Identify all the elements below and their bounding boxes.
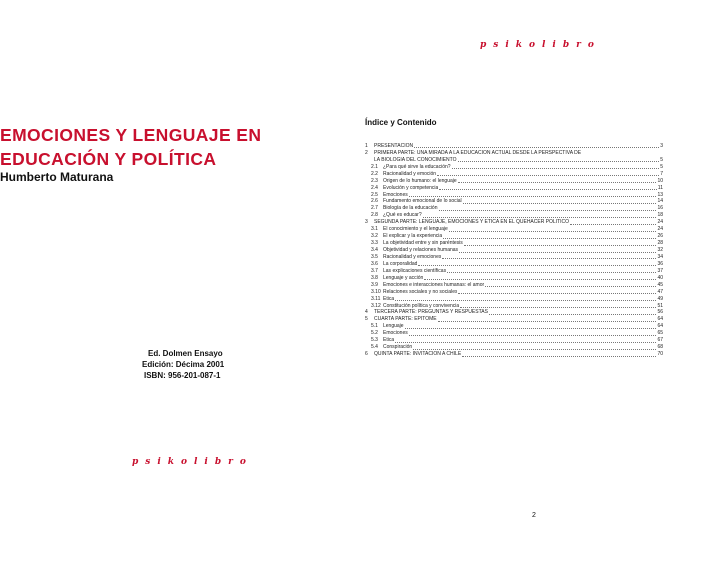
toc-heading: Índice y Contenido [365, 118, 437, 127]
toc-entry-page: 64 [657, 316, 663, 323]
toc-entry-page: 26 [657, 233, 663, 240]
toc-entry-number: 3 [365, 219, 368, 226]
toc-entry-number: 3.7 [371, 267, 378, 274]
toc-entry [365, 171, 663, 178]
toc-entry-number: 3.2 [371, 233, 378, 240]
toc-leader-dots [424, 279, 656, 280]
toc-entry-number: 3.1 [371, 226, 378, 233]
book-title-line-1: EMOCIONES Y LENGUAJE EN [0, 125, 262, 145]
toc-entry [365, 330, 663, 337]
toc-entry-number: 2.1 [371, 163, 378, 170]
toc-entry-title: Lenguaje y acción [383, 274, 424, 281]
toc-entry-page: 34 [657, 253, 663, 260]
toc-entry-number: 2.4 [371, 184, 378, 191]
toc-entry [365, 296, 663, 303]
toc-entry-number: 3.8 [371, 274, 378, 281]
toc-leader-dots [439, 189, 656, 190]
toc-entry-page: 68 [657, 344, 663, 351]
toc-entry-title: TERCERA PARTE: PREGUNTAS Y RESPUESTAS [374, 309, 488, 316]
toc-entry-title: Objetividad y relaciones humanas [383, 247, 459, 254]
toc-leader-dots [413, 349, 656, 350]
toc-entry-number: 3.3 [371, 240, 378, 247]
toc-entry-title: QUINTA PARTE: INVITACIÓN A CHILE [374, 351, 462, 358]
book-title-line-2: EDUCACIÓN Y POLÍTICA [0, 149, 217, 169]
toc-entry-title: PRIMERA PARTE: UNA MIRADA A LA EDUCACIÓN ACTUAL DESDE LA PERSPECTIVA DE [374, 149, 582, 156]
toc-entry-title: Ética [383, 337, 395, 344]
toc-entry-page: 24 [657, 226, 663, 233]
toc-entry-page: 56 [657, 309, 663, 316]
toc-leader-dots [409, 196, 657, 197]
toc-entry-page: 7 [660, 170, 663, 177]
page-number: 2 [532, 512, 536, 519]
toc-leader-dots [458, 161, 660, 162]
toc-entry [365, 192, 663, 199]
toc-entry-page: 5 [660, 163, 663, 170]
toc-entry-number: 2.2 [371, 170, 378, 177]
toc-entry-number: 5.1 [371, 323, 378, 330]
toc-entry-page: 37 [657, 267, 663, 274]
toc-entry [365, 310, 663, 317]
toc-entry [365, 219, 663, 226]
toc-leader-dots [443, 238, 656, 239]
publisher-logo-bottom: psikolibro [132, 457, 253, 467]
toc-entry-number: 6 [365, 351, 368, 358]
toc-entry [365, 323, 663, 330]
toc-leader-dots [423, 217, 657, 218]
toc-leader-dots [463, 203, 657, 204]
table-of-contents [365, 143, 663, 358]
toc-leader-dots [458, 182, 657, 183]
toc-leader-dots [458, 293, 656, 294]
toc-entry-title: PRESENTACIÓN [374, 142, 414, 149]
toc-entry-title: ¿Qué es educar? [383, 212, 422, 219]
toc-entry [365, 226, 663, 233]
toc-entry-page: 67 [657, 337, 663, 344]
toc-entry-number: 3.11 [371, 295, 381, 302]
toc-leader-dots [452, 168, 660, 169]
toc-entry [365, 275, 663, 282]
toc-leader-dots [489, 314, 657, 315]
toc-entry-page: 18 [657, 212, 663, 219]
toc-entry-number: 5.4 [371, 344, 378, 351]
toc-entry-number: 3.12 [371, 302, 381, 309]
toc-entry [365, 316, 663, 323]
toc-entry-number: 3.4 [371, 247, 378, 254]
toc-entry-title: Origen de lo humano: el lenguaje [383, 177, 457, 184]
edition-label: Edición: Décima 2001 [142, 360, 225, 369]
toc-entry-number: 3.10 [371, 288, 381, 295]
toc-entry-title: SEGUNDA PARTE: LENGUAJE, EMOCIONES Y ÉTICA EN EL QUEHACER POLÍTICO [374, 219, 570, 226]
toc-leader-dots [395, 300, 656, 301]
toc-entry-page: 28 [657, 240, 663, 247]
toc-entry [365, 344, 663, 351]
toc-leader-dots [570, 224, 656, 225]
toc-entry-number: 2.5 [371, 191, 378, 198]
toc-entry-page: 64 [657, 323, 663, 330]
toc-entry-title: Las explicaciones científicas [383, 267, 447, 274]
toc-leader-dots [414, 147, 659, 148]
toc-entry-title: Evolución y competencia [383, 184, 439, 191]
toc-entry-page: 16 [657, 205, 663, 212]
toc-entry-number: 5 [365, 316, 368, 323]
toc-entry-number: 2.6 [371, 198, 378, 205]
toc-leader-dots [439, 210, 657, 211]
toc-entry-page: 70 [657, 351, 663, 358]
toc-entry-title: Relaciones sociales y no sociales [383, 288, 458, 295]
toc-leader-dots [460, 307, 656, 308]
toc-entry [365, 233, 663, 240]
toc-entry [365, 268, 663, 275]
toc-entry-title-cont: LA BIOLOGÍA DEL CONOCIMIENTO [374, 156, 457, 163]
toc-leader-dots [459, 252, 656, 253]
toc-entry-page: 3 [660, 142, 663, 149]
book-author: Humberto Maturana [0, 170, 114, 184]
toc-leader-dots [409, 335, 657, 336]
toc-entry-number: 4 [365, 309, 368, 316]
toc-entry-title: Lenguaje [383, 323, 404, 330]
toc-entry [365, 164, 663, 171]
toc-entry-page: 45 [657, 281, 663, 288]
toc-leader-dots [438, 321, 657, 322]
toc-leader-dots [485, 286, 656, 287]
toc-entry-continuation [365, 157, 663, 164]
toc-entry-number: 3.5 [371, 253, 378, 260]
toc-entry-number: 2.3 [371, 177, 378, 184]
toc-entry-title: Conspiración [383, 344, 413, 351]
toc-leader-dots [462, 356, 656, 357]
toc-entry-title: Emociones e interacciones humanas: el amor [383, 281, 485, 288]
toc-entry [365, 254, 663, 261]
toc-entry-number: 3.9 [371, 281, 378, 288]
publisher-name: Ed. Dolmen Ensayo [148, 349, 223, 358]
toc-entry-title: La corporalidad [383, 260, 418, 267]
publisher-logo-top: psikolibro [480, 40, 601, 50]
toc-entry-page: 11 [657, 184, 663, 191]
isbn-label: ISBN: 956-201-087-1 [144, 371, 221, 380]
toc-leader-dots [437, 175, 659, 176]
toc-entry-page: 10 [657, 177, 663, 184]
toc-leader-dots [442, 258, 656, 259]
toc-entry-page: 24 [657, 219, 663, 226]
toc-entry [365, 289, 663, 296]
toc-entry-number: 2 [365, 149, 368, 156]
toc-entry-title: La objetividad entre y sin paréntesis [383, 240, 463, 247]
toc-entry [365, 212, 663, 219]
toc-entry [365, 143, 663, 150]
toc-entry [365, 282, 663, 289]
toc-entry-title: Emociones [383, 191, 408, 198]
toc-leader-dots [464, 245, 657, 246]
toc-entry-title: Racionalidad y emociones [383, 253, 442, 260]
toc-entry-page: 47 [657, 288, 663, 295]
toc-entry [365, 178, 663, 185]
toc-leader-dots [395, 342, 656, 343]
toc-leader-dots [449, 231, 657, 232]
toc-entry-title: ¿Para qué sirve la educación? [383, 163, 451, 170]
toc-entry-title: Emociones [383, 330, 408, 337]
toc-entry-page: 51 [657, 302, 663, 309]
toc-entry-page: 13 [657, 191, 663, 198]
toc-entry-page: 65 [657, 330, 663, 337]
toc-entry-title: Fundamento emocional de lo social [383, 198, 462, 205]
toc-entry-page: 5 [660, 156, 663, 163]
toc-entry [365, 337, 663, 344]
toc-leader-dots [405, 328, 657, 329]
toc-entry-title: El conocimiento y el lenguaje [383, 226, 448, 233]
toc-entry-page: 40 [657, 274, 663, 281]
toc-entry [365, 261, 663, 268]
toc-entry-title: Racionalidad y emoción [383, 170, 437, 177]
toc-entry [365, 240, 663, 247]
book-title [0, 123, 261, 171]
toc-entry [365, 150, 663, 157]
toc-leader-dots [447, 272, 656, 273]
toc-entry-page: 49 [657, 295, 663, 302]
toc-entry [365, 205, 663, 212]
toc-entry-title: Constitución política y convivencia [383, 302, 460, 309]
toc-entry-page: 36 [657, 260, 663, 267]
edition-info [142, 348, 224, 381]
toc-entry [365, 247, 663, 254]
toc-entry-title: El explicar y la experiencia [383, 233, 443, 240]
toc-entry-title: CUARTA PARTE: EPÍTOME [374, 316, 437, 323]
toc-entry [365, 351, 663, 358]
toc-entry-number: 5.2 [371, 330, 378, 337]
toc-entry [365, 303, 663, 310]
toc-entry-number: 5.3 [371, 337, 378, 344]
toc-entry-number: 3.6 [371, 260, 378, 267]
toc-entry [365, 199, 663, 206]
toc-entry-number: 2.8 [371, 212, 378, 219]
toc-entry-title: Biología de la educación [383, 205, 438, 212]
toc-entry-number: 1 [365, 142, 368, 149]
toc-entry-page: 32 [657, 247, 663, 254]
toc-entry-page: 14 [657, 198, 663, 205]
toc-leader-dots [418, 265, 656, 266]
toc-entry-number: 2.7 [371, 205, 378, 212]
toc-entry [365, 185, 663, 192]
toc-entry-title: Ética [383, 295, 395, 302]
